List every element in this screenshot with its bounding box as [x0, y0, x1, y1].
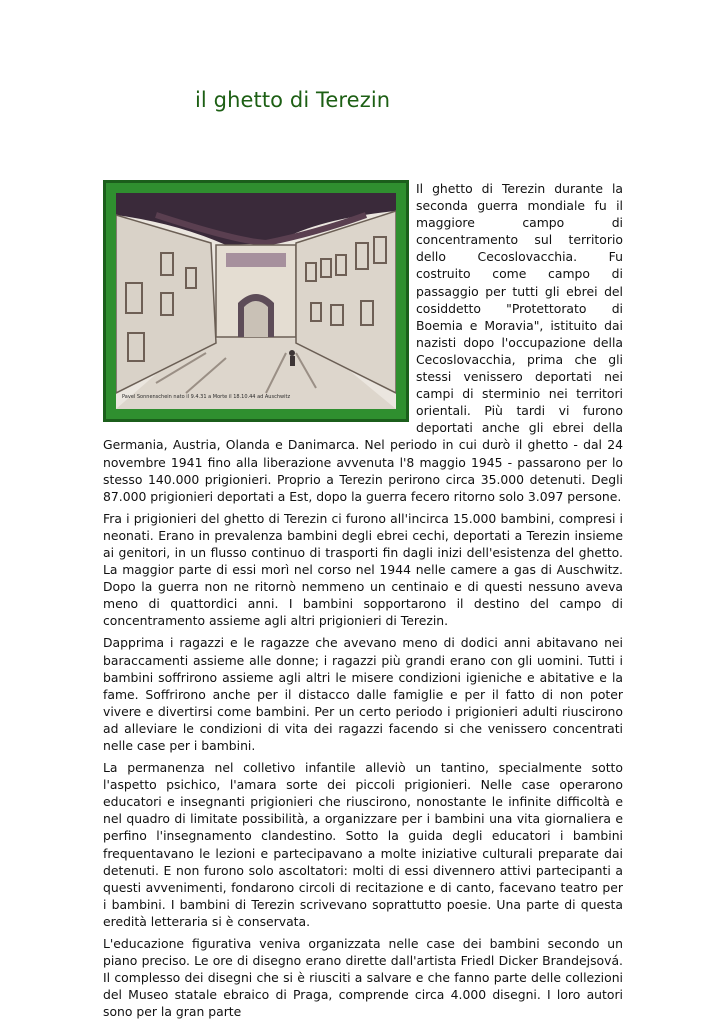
paragraph: Il ghetto di Terezin durante la seconda guerra mondiale fu il maggiore campo di concentramento sul territorio dello Cecoslovacchia. Fu costruito come campo di passaggio per tutti gli ebrei del cosiddetto "Protettorato di Boemia e Moravia", istituito dai nazisti dopo l'occupazione della Cecoslovacchia, prima che gli stessi venissero deportati nei campi di sterminio nei territori orientali. Più tardi vi furono deportati anche gli ebrei della Germania, Austria, Olanda e Danimarca. Nel periodo in cui durò il ghetto - dal 24 novembre 1941 fino alla liberazione avvenuta l'8 maggio 1945 - passarono per lo stesso 140.000 prigionieri. Proprio a Terezin perirono circa 35.000 detenuti. Degli 87.000 prigionieri deportati a Est, dopo la guerra fecero ritorno solo 3.097 persone. — [103, 181, 623, 504]
paragraph: Dapprima i ragazzi e le ragazze che avevano meno di dodici anni abitavano nei baraccamenti assieme alle donne; i ragazzi più grandi erano con gli uomini. Tutti i bambini soffrirono assieme agli altri le misere condizioni igieniche e abitative e la fame. Soffrirono anche per il distacco dalle famiglie e per il fatto di non poter vivere e divertirsi come bambini. Per un certo periodo i prigionieri adulti riuscirono ad alleviare le condizioni di vita dei ragazzi facendo si che venissero concentrati nelle case per i bambini. — [103, 635, 623, 753]
page-title: il ghetto di Terezin — [195, 88, 391, 112]
drawing-frame — [103, 180, 409, 422]
article-body — [103, 180, 623, 1026]
paragraph: Fra i prigionieri del ghetto di Terezin ci furono all'incirca 15.000 bambini, compresi i neonati. Erano in prevalenza bambini degli ebrei cechi, deportati a Terezin insieme ai genitori, in un flusso continuo di trasporti fin dagli inizi dell'esistenza del ghetto. La maggior parte di essi morì nel corso nel 1944 nelle camere a gas di Auschwitz. Dopo la guerra non ne ritornò nemmeno un centinaio e di questi nessuno aveva meno di quattordici anni. I bambini sopportarono il destino del campo di concentramento assieme agli altri prigionieri di Terezin. — [103, 510, 623, 629]
paragraph: L'educazione figurativa veniva organizzata nelle case dei bambini secondo un piano preciso. Le ore di disegno erano dirette dall'artista Friedl Dicker Brandejsová. Il complesso dei disegni che si è riusciti a salvare e che fanno parte delle collezioni del Museo statale ebraico di Praga, comprende circa 4.000 disegni. I loro autori sono per la gran parte — [103, 936, 623, 1020]
paragraph: La permanenza nel colletivo infantile alleviò un tantino, specialmente sotto l'aspetto psichico, l'amara sorte dei piccoli prigionieri. Nelle case operarono educatori e insegnanti prigionieri che riuscirono, nonostante le infinite difficoltà e nel quadro di limitate possibilità, a organizzare per i bambini una vita giornaliera e perfino l'insegnamento clandestino. Sotto la guida degli educatori i bambini frequentavano le lezioni e partecipavano a molte iniziative culturali preparate dai detenuti. E non furono solo ascoltatori: molti di essi divennero attivi partecipanti a questi avvenimenti, fondarono circoli di recitazione e di canto, facevano teatro per i bambini. I bambini di Terezin scrivevano soprattutto poesie. Una parte di questa eredità letteraria si è conservata. — [103, 760, 623, 929]
ghetto-street-drawing — [116, 193, 396, 409]
drawing-caption: Pavel Sonnenschein nato il 9.4.31 a Morte il 18.10.44 ad Auschwitz — [122, 393, 291, 400]
children-drawing-image — [116, 193, 396, 409]
